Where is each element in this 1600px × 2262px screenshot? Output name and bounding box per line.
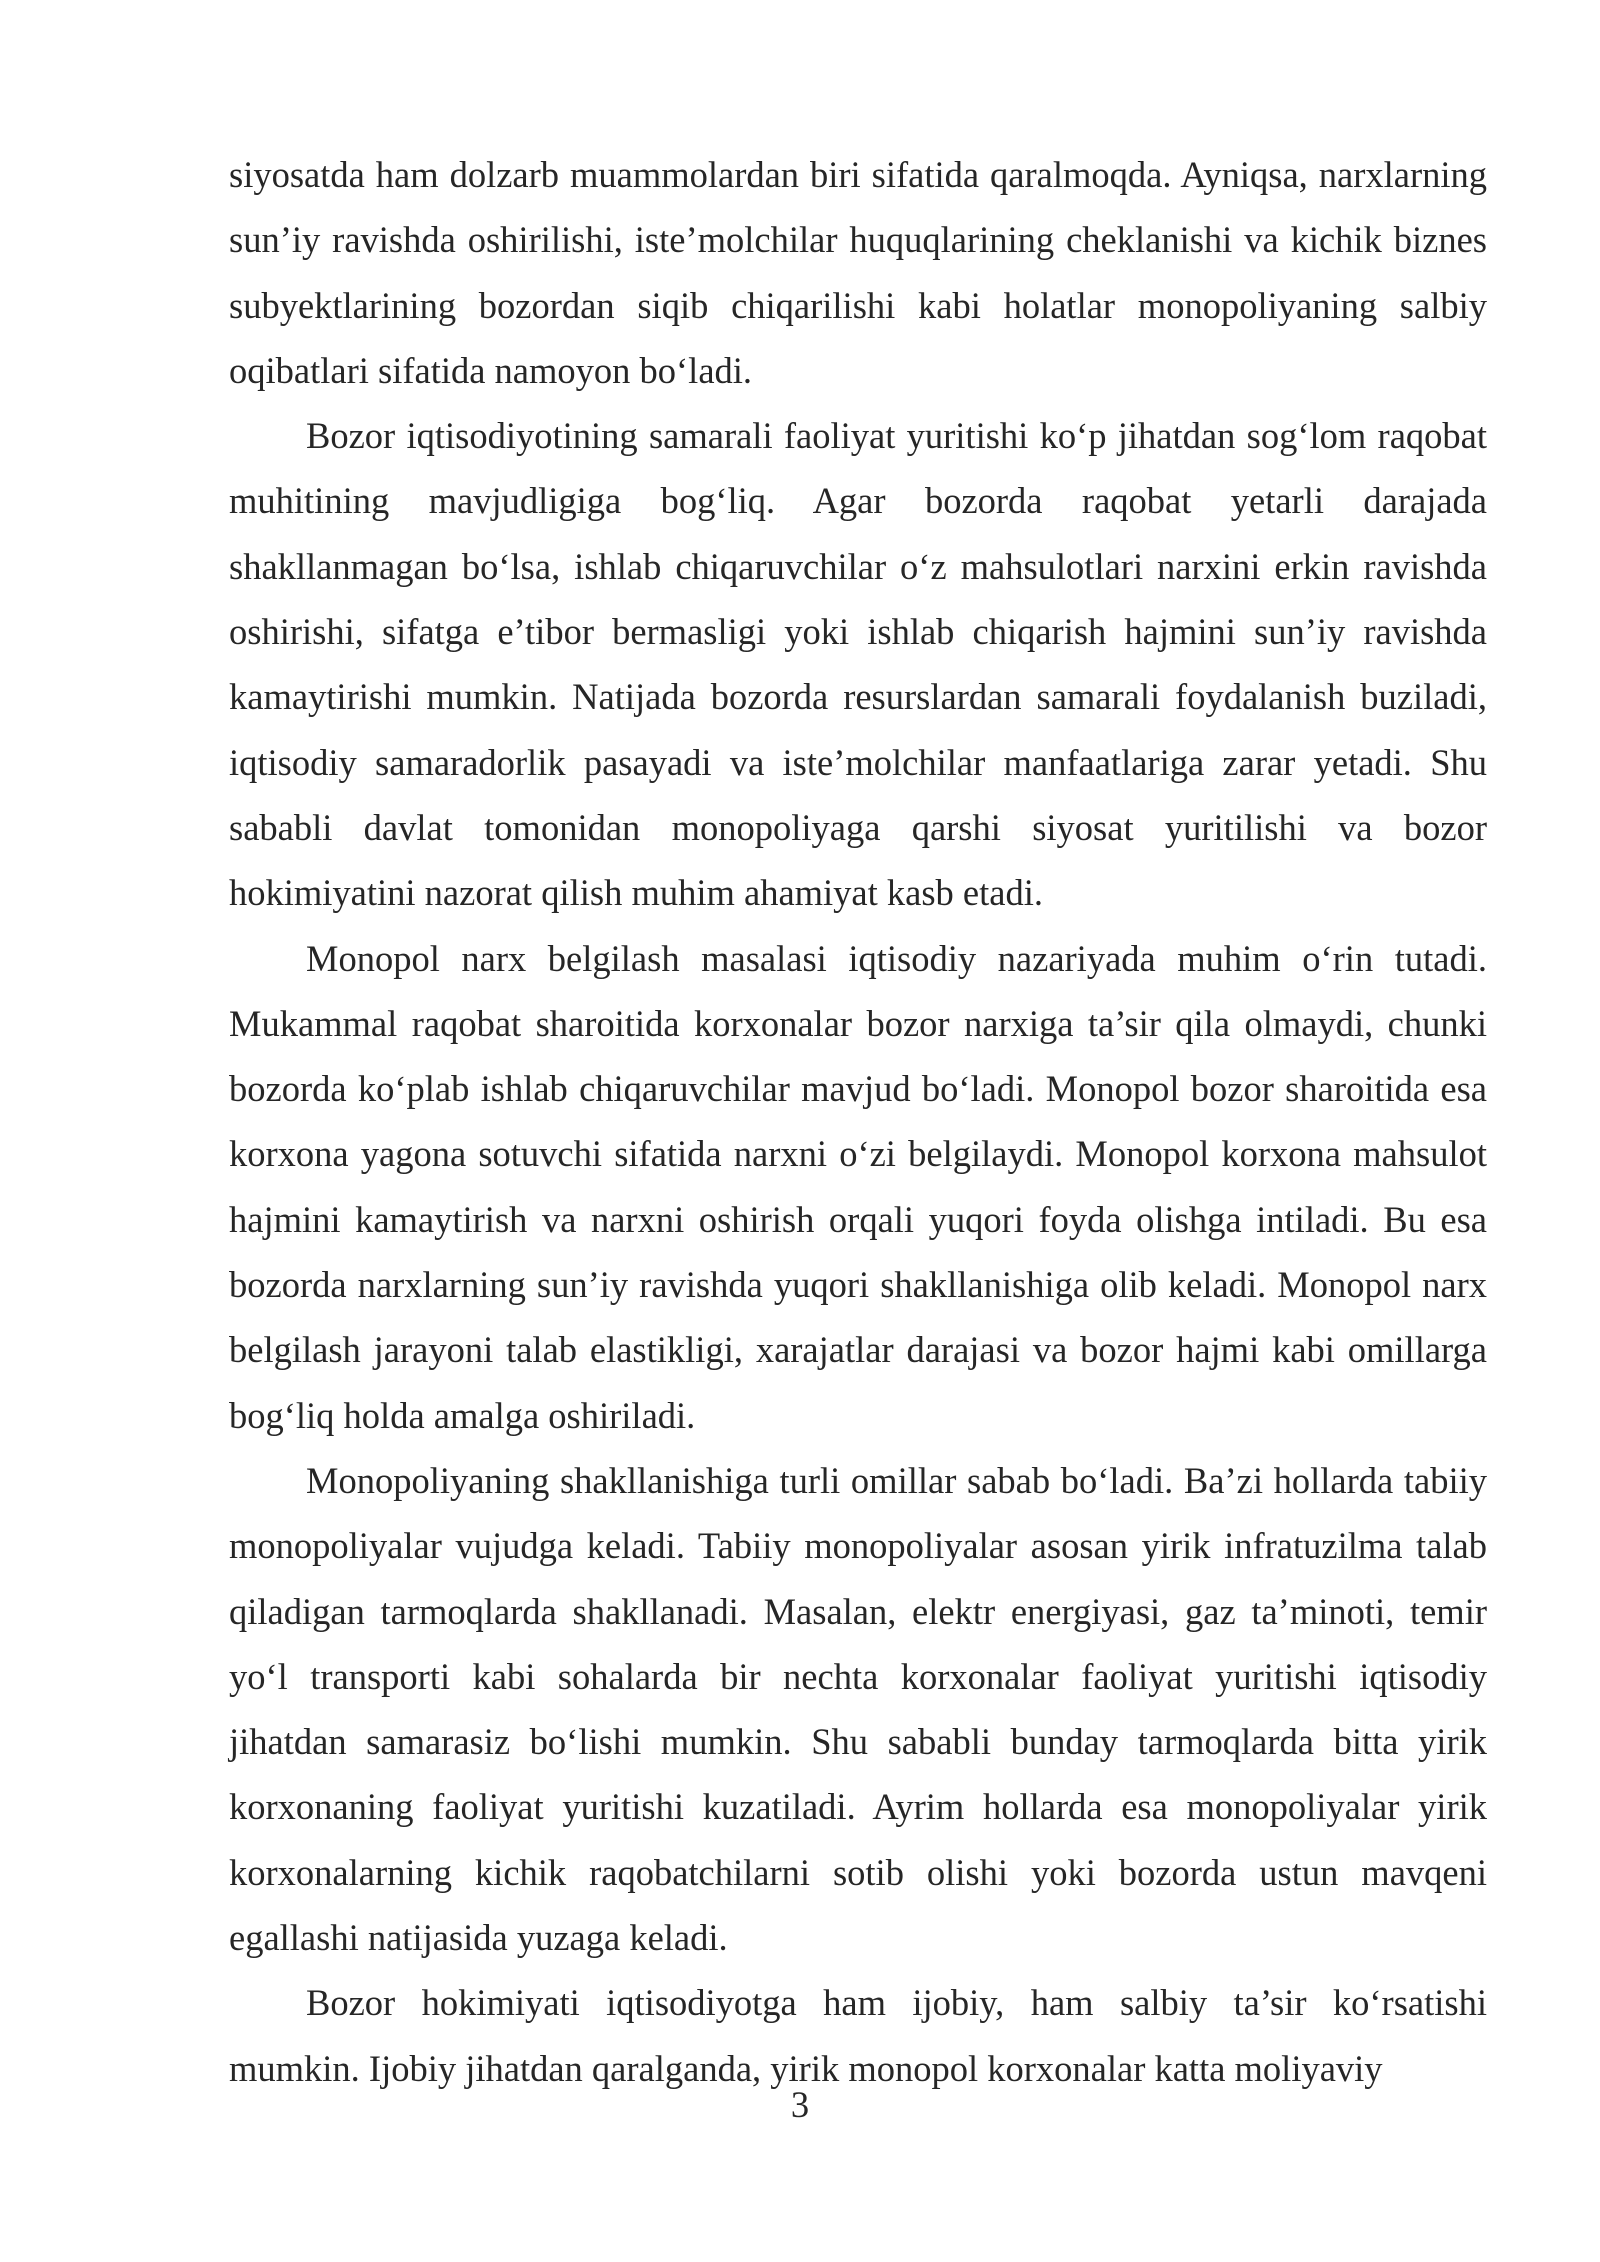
paragraph-5: Bozor hokimiyati iqtisodiyotga ham ijobiy, ham salbiy ta’sir ko‘rsatishi mumkin. Ijobiy jihatdan qaralganda, yirik monopol korxonalar katta moliyaviy <box>229 1982 1487 2089</box>
page-number: 3 <box>790 2084 810 2125</box>
paragraph-4: Monopoliyaning shakllanishiga turli omillar sabab bo‘ladi. Ba’zi hollarda tabiiy monopoliyalar vujudga keladi. Tabiiy monopoliyalar asosan yirik infratuzilma talab qiladigan tarmoqlarda shakllanadi. Masalan, elektr energiyasi, gaz ta’minoti, temir yo‘l transporti kabi sohalarda bir nechta korxonalar faoliyat yuritishi iqtisodiy jihatdan samarasiz bo‘lishi mumkin. Shu sababli bunday tarmoqlarda bitta yirik korxonaning faoliyat yuritishi kuzatiladi. Ayrim hollarda esa monopoliyalar yirik korxonalarning kichik raqobatchilarni sotib olishi yoki bozorda ustun mavqeni egallashi natijasida yuzaga keladi. <box>229 1459 1487 1959</box>
body-text <box>229 142 1487 2101</box>
paragraph-3: Monopol narx belgilash masalasi iqtisodiy nazariyada muhim o‘rin tutadi. Mukammal raqobat sharoitida korxonalar bozor narxiga ta’sir qila olmaydi, chunki bozorda ko‘plab ishlab chiqaruvchilar mavjud bo‘ladi. Monopol bozor sharoitida esa korxona yagona sotuvchi sifatida narxni o‘zi belgilaydi. Monopol korxona mahsulot hajmini kamaytirish va narxni oshirish orqali yuqori foyda olishga intiladi. Bu esa bozorda narxlarning sun’iy ravishda yuqori shakllanishiga olib keladi. Monopol narx belgilash jarayoni talab elastikligi, xarajatlar darajasi va bozor hajmi kabi omillarga bog‘liq holda amalga oshiriladi. <box>229 937 1487 1436</box>
paragraph-1: siyosatda ham dolzarb muammolardan biri sifatida qaralmoqda. Ayniqsa, narxlarning sun’iy ravishda oshirilishi, iste’molchilar huquqlarining cheklanishi va kichik biznes subyektlarining bozordan siqib chiqarilishi kabi holatlar monopoliyaning salbiy oqibatlari sifatida namoyon bo‘ladi. <box>229 154 1487 391</box>
paragraph-2: Bozor iqtisodiyotining samarali faoliyat yuritishi ko‘p jihatdan sog‘lom raqobat muhitining mavjudligiga bog‘liq. Agar bozorda raqobat yetarli darajada shakllanmagan bo‘lsa, ishlab chiqaruvchilar o‘z mahsulotlari narxini erkin ravishda oshirishi, sifatga e’tibor bermasligi yoki ishlab chiqarish hajmini sun’iy ravishda kamaytirishi mumkin. Natijada bozorda resurslardan samarali foydalanish buziladi, iqtisodiy samaradorlik pasayadi va iste’molchilar manfaatlariga zarar yetadi. Shu sababli davlat tomonidan monopoliyaga qarshi siyosat yuritilishi va bozor hokimiyatini nazorat qilish muhim ahamiyat kasb etadi. <box>229 415 1487 914</box>
